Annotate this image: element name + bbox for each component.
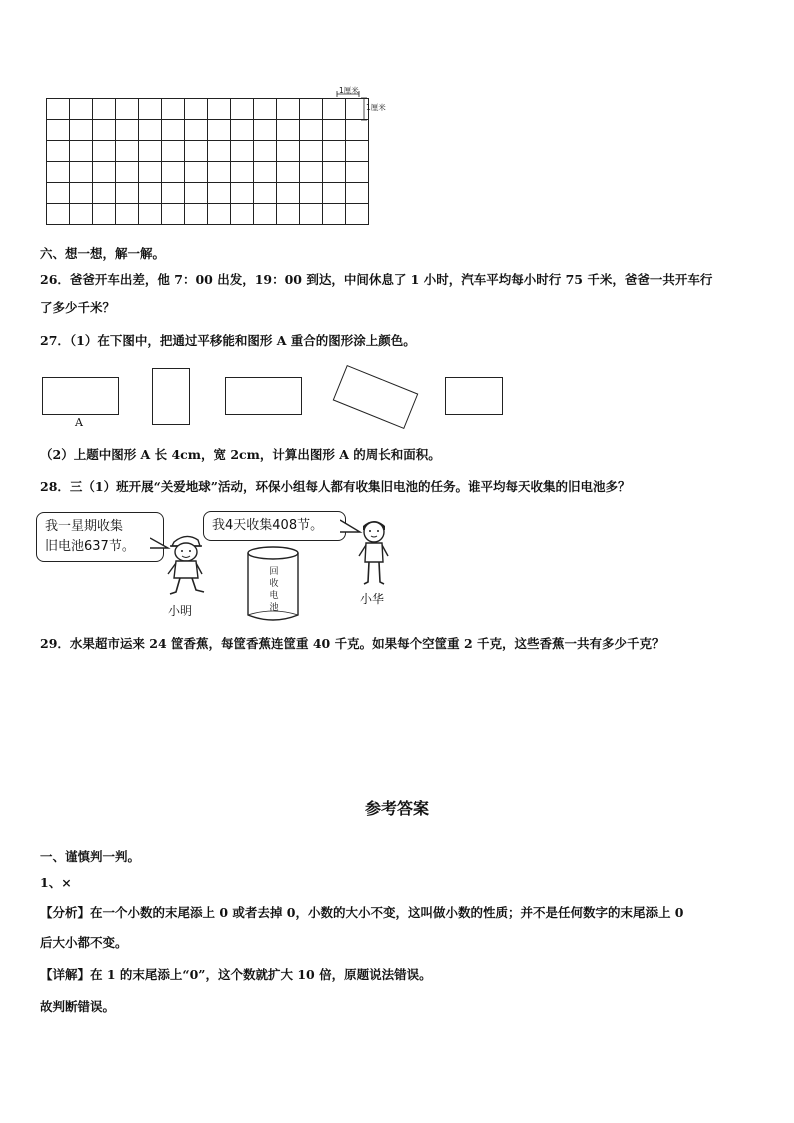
grid-cell <box>116 204 139 225</box>
grid-cell <box>277 141 300 162</box>
shape-small-rect <box>445 377 503 415</box>
name-xiaoming: 小明 <box>168 604 193 618</box>
grid-cell <box>93 183 116 204</box>
grid-cell <box>277 162 300 183</box>
grid-cell <box>300 141 323 162</box>
grid-row <box>47 162 369 183</box>
grid-cell <box>47 204 70 225</box>
grid-cell <box>47 162 70 183</box>
grid-cell <box>231 99 254 120</box>
grid-cell <box>231 141 254 162</box>
grid-cell <box>139 183 162 204</box>
bubble-xiaoming-line1: 我一星期收集 <box>45 519 124 534</box>
q27-part1: 27．（1）在下图中，把通过平移能和图形 A 重合的图形涂上颜色。 <box>40 333 416 348</box>
answer-detail: 【详解】在 1 的末尾添上“0”，这个数就扩大 10 倍，原题说法错误。 <box>40 967 432 982</box>
answer-conclusion: 故判断错误。 <box>40 999 116 1014</box>
grid-cell <box>93 141 116 162</box>
shape-a-label: A <box>75 416 83 429</box>
grid-cell <box>300 183 323 204</box>
bin-label-char-1: 回 <box>269 567 279 577</box>
grid-cell <box>93 120 116 141</box>
grid-cell <box>185 204 208 225</box>
shape-vertical-rect <box>152 368 190 425</box>
grid-cell <box>254 162 277 183</box>
grid-cell <box>300 120 323 141</box>
grid-cell <box>116 120 139 141</box>
grid-cell <box>185 183 208 204</box>
grid-row <box>47 120 369 141</box>
q28-text: 28．三（1）班开展“关爱地球”活动，环保小组每人都有收集旧电池的任务。谁平均每天收集的旧电池多？ <box>40 479 631 494</box>
grid-cell <box>254 141 277 162</box>
grid-cell <box>231 204 254 225</box>
grid-cell <box>162 120 185 141</box>
answers-section-1: 一、谨慎判一判。 <box>40 849 141 864</box>
grid-cell <box>162 204 185 225</box>
section-6-title: 六、想一想，解一解。 <box>40 246 166 261</box>
q27-part2: （2）上题中图形 A 长 4cm，宽 2cm，计算出图形 A 的周长和面积。 <box>40 447 441 462</box>
grid-cell <box>116 183 139 204</box>
answer-analysis-line2: 后大小都不变。 <box>40 935 128 950</box>
grid-cell <box>93 99 116 120</box>
grid-cell <box>70 141 93 162</box>
grid-cell <box>277 120 300 141</box>
q26-line2: 了多少千米？ <box>40 300 116 315</box>
boy-xiaoming-figure <box>160 530 212 600</box>
grid-cell <box>323 162 346 183</box>
speech-bubble-xiaohua <box>203 511 346 541</box>
shape-a-rect <box>42 377 119 415</box>
bin-label-char-3: 电 <box>269 591 279 601</box>
grid-cell <box>185 141 208 162</box>
shape-rotated-rect <box>333 365 419 429</box>
grid-cell <box>139 120 162 141</box>
grid-cell <box>208 99 231 120</box>
grid-cell <box>70 99 93 120</box>
grid-cell <box>70 204 93 225</box>
grid-cell <box>116 141 139 162</box>
speech-bubble-xiaoming <box>36 512 164 562</box>
grid-cell <box>323 204 346 225</box>
grid-cell <box>254 204 277 225</box>
grid-cell <box>208 162 231 183</box>
grid-row <box>47 141 369 162</box>
grid-cell <box>254 120 277 141</box>
q29-text: 29．水果超市运来 24 筐香蕉，每筐香蕉连筐重 40 千克。如果每个空筐重 2 千克，这些香蕉一共有多少千克？ <box>40 636 665 651</box>
bubble-xiaoming-line2: 旧电池637节。 <box>45 539 135 554</box>
bin-label <box>268 566 280 614</box>
bin-label-char-4: 池 <box>269 603 279 613</box>
grid-cell <box>116 99 139 120</box>
grid-table <box>46 98 369 225</box>
grid-cell <box>346 141 369 162</box>
grid-cell <box>300 162 323 183</box>
grid-cell <box>323 183 346 204</box>
boy-xiaohua-figure <box>354 516 394 590</box>
grid-cell <box>70 120 93 141</box>
grid-cell <box>47 99 70 120</box>
grid-cell <box>70 162 93 183</box>
grid-cell <box>185 99 208 120</box>
grid-row <box>47 99 369 120</box>
grid-cell <box>162 141 185 162</box>
grid-cell <box>231 120 254 141</box>
grid-cell <box>116 162 139 183</box>
grid-cell <box>300 204 323 225</box>
unit-label-top: 1厘米 <box>339 86 359 95</box>
grid-cell <box>139 204 162 225</box>
answer-item-1: 1、× <box>40 875 72 890</box>
grid-cell <box>162 162 185 183</box>
grid-cell <box>323 141 346 162</box>
square-grid <box>46 98 369 225</box>
shape-translated-rect <box>225 377 302 415</box>
grid-cell <box>47 120 70 141</box>
grid-cell <box>70 183 93 204</box>
grid-cell <box>208 204 231 225</box>
grid-cell <box>208 141 231 162</box>
name-xiaohua: 小华 <box>360 592 385 606</box>
grid-cell <box>162 183 185 204</box>
grid-cell <box>47 183 70 204</box>
grid-cell <box>254 183 277 204</box>
grid-cell <box>277 183 300 204</box>
grid-cell <box>254 99 277 120</box>
answers-title: 参考答案 <box>364 799 429 818</box>
grid-cell <box>277 99 300 120</box>
grid-cell <box>162 99 185 120</box>
bin-label-char-2: 收 <box>269 579 279 589</box>
grid-cell <box>300 99 323 120</box>
grid-cell <box>346 162 369 183</box>
grid-cell <box>277 204 300 225</box>
grid-row <box>47 204 369 225</box>
grid-cell <box>139 141 162 162</box>
grid-cell <box>185 162 208 183</box>
grid-cell <box>231 183 254 204</box>
grid-cell <box>93 162 116 183</box>
grid-cell <box>346 204 369 225</box>
grid-cell <box>139 162 162 183</box>
grid-row <box>47 183 369 204</box>
grid-cell <box>93 204 116 225</box>
grid-cell <box>47 141 70 162</box>
q26-line1: 26．爸爸开车出差，他 7：00 出发，19：00 到达，中间休息了 1 小时，汽车平均每小时行 75 千米，爸爸一共开车行 <box>40 272 713 287</box>
grid-cell <box>185 120 208 141</box>
grid-cell <box>231 162 254 183</box>
grid-cell <box>346 183 369 204</box>
grid-cell <box>208 183 231 204</box>
grid-cell <box>208 120 231 141</box>
unit-label-right: 1厘米 <box>366 103 386 112</box>
grid-cell <box>139 99 162 120</box>
bubble-xiaohua-text: 我4天收集408节。 <box>212 518 324 533</box>
answer-analysis-line1: 【分析】在一个小数的末尾添上 0 或者去掉 0，小数的大小不变，这叫做小数的性质；并不是任何数字的末尾添上 0 <box>40 905 684 920</box>
